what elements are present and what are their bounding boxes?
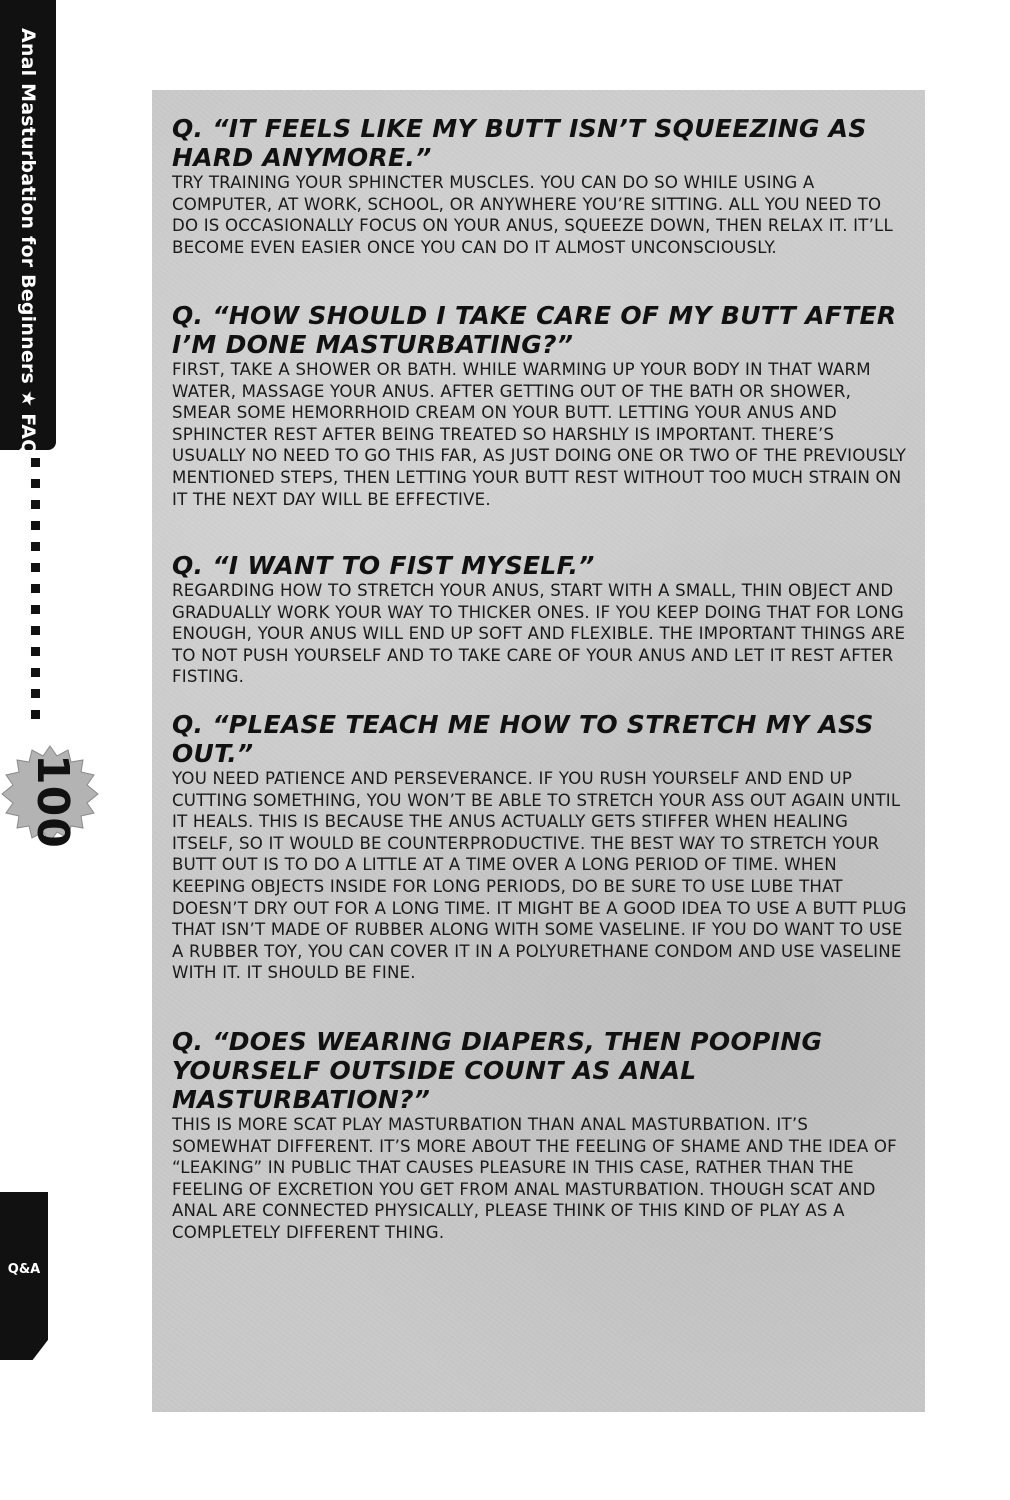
page-number-badge — [0, 744, 100, 849]
faq-item — [172, 710, 910, 984]
section-title: FAQ — [17, 413, 39, 456]
running-header — [17, 28, 39, 456]
faq-question: Q. “DOES WEARING DIAPERS, THEN POOPING YOURSELF OUTSIDE COUNT AS ANAL MASTURBATION?” — [172, 1027, 823, 1114]
faq-item — [172, 114, 910, 258]
qa-section-label: Q&A — [7, 1262, 41, 1277]
faq-question: Q. “PLEASE TEACH ME HOW TO STRETCH MY ASS OUT.” — [172, 710, 874, 768]
chapter-tab — [0, 0, 56, 456]
faq-question: Q. “HOW SHOULD I TAKE CARE OF MY BUTT AFTER I’M DONE MASTURBATING?” — [172, 301, 897, 359]
faq-answer: TRY TRAINING YOUR SPHINCTER MUSCLES. YOU CAN DO SO WHILE USING A COMPUTER, AT WORK, SCHOOL, OR ANYWHERE YOU’RE SITTING. ALL YOU NEED TO DO IS OCCASIONALLY FOCUS ON YOUR ANUS, SQUEEZE DOWN, THEN RELAX IT. IT’LL BECOME EVEN EASIER ONCE YOU CAN DO IT ALMOST UNCONSCIOUSLY. — [172, 173, 893, 257]
dotted-divider — [31, 458, 41, 731]
faq-item — [172, 551, 910, 688]
faq-question: Q. “I WANT TO FIST MYSELF.” — [172, 551, 595, 580]
book-title: Anal Masturbation for Beginners — [17, 28, 39, 385]
faq-answer: YOU NEED PATIENCE AND PERSEVERANCE. IF YOU RUSH YOURSELF AND END UP CUTTING SOMETHING, YOU WON’T BE ABLE TO STRETCH YOUR ASS OUT AGAIN UNTIL IT HEALS. THIS IS BECAUSE THE ANUS ACTUALLY GETS STIFFER WHEN HEALING ITSELF, SO IT WOULD BE COUNTERPRODUCTIVE. THE BEST WAY TO STRETCH YOUR BUTT OUT IS TO DO A LITTLE AT A TIME OVER A LONG PERIOD OF TIME. WHEN KEEPING OBJECTS INSIDE FOR LONG PERIODS, DO BE SURE TO USE LUBE THAT DOESN’T DRY OUT FOR A LONG TIME. IT MIGHT BE A GOOD IDEA TO USE A BUTT PLUG THAT ISN’T MADE OF RUBBER ALONG WITH SOME VASELINE. IF YOU DO WANT TO USE A RUBBER TOY, YOU CAN COVER IT IN A POLYURETHANE CONDOM AND USE VASELINE WITH IT. IT SHOULD BE FINE. — [172, 769, 907, 983]
faq-item — [172, 1027, 910, 1244]
faq-item — [172, 301, 910, 510]
faq-panel — [152, 90, 925, 1412]
page-number: 100 — [27, 754, 78, 849]
faq-question: Q. “IT FEELS LIKE MY BUTT ISN’T SQUEEZING AS HARD ANYMORE.” — [172, 114, 867, 172]
faq-answer: THIS IS MORE SCAT PLAY MASTURBATION THAN ANAL MASTURBATION. IT’S SOMEWHAT DIFFERENT. IT’S MORE ABOUT THE FEELING OF SHAME AND THE IDEA OF “LEAKING” IN PUBLIC THAT CAUSES PLEASURE IN THIS CASE, RATHER THAN THE FEELING OF EXCRETION YOU GET FROM ANAL MASTURBATION. THOUGH SCAT AND ANAL ARE CONNECTED PHYSICALLY, PLEASE THINK OF THIS KIND OF PLAY AS A COMPLETELY DIFFERENT THING. — [172, 1115, 897, 1242]
faq-answer: REGARDING HOW TO STRETCH YOUR ANUS, START WITH A SMALL, THIN OBJECT AND GRADUALLY WORK YOUR WAY TO THICKER ONES. IF YOU KEEP DOING THAT FOR LONG ENOUGH, YOUR ANUS WILL END UP SOFT AND FLEXIBLE. THE IMPORTANT THINGS ARE TO NOT PUSH YOURSELF AND TO TAKE CARE OF YOUR ANUS AND LET IT REST AFTER FISTING. — [172, 581, 906, 687]
star-icon: ★ — [17, 390, 39, 408]
faq-answer: FIRST, TAKE A SHOWER OR BATH. WHILE WARMING UP YOUR BODY IN THAT WARM WATER, MASSAGE YOUR ANUS. AFTER GETTING OUT OF THE BATH OR SHOWER, SMEAR SOME HEMORRHOID CREAM ON YOUR BUTT. LETTING YOUR ANUS AND SPHINCTER REST AFTER BEING TREATED SO HARSHLY IS IMPORTANT. THERE’S USUALLY NO NEED TO GO THIS FAR, AS JUST DOING ONE OR TWO OF THE PREVIOUSLY MENTIONED STEPS, THEN LETTING YOUR BUTT REST WITHOUT TOO MUCH STRAIN ON IT THE NEXT DAY WILL BE EFFECTIVE. — [172, 360, 907, 509]
